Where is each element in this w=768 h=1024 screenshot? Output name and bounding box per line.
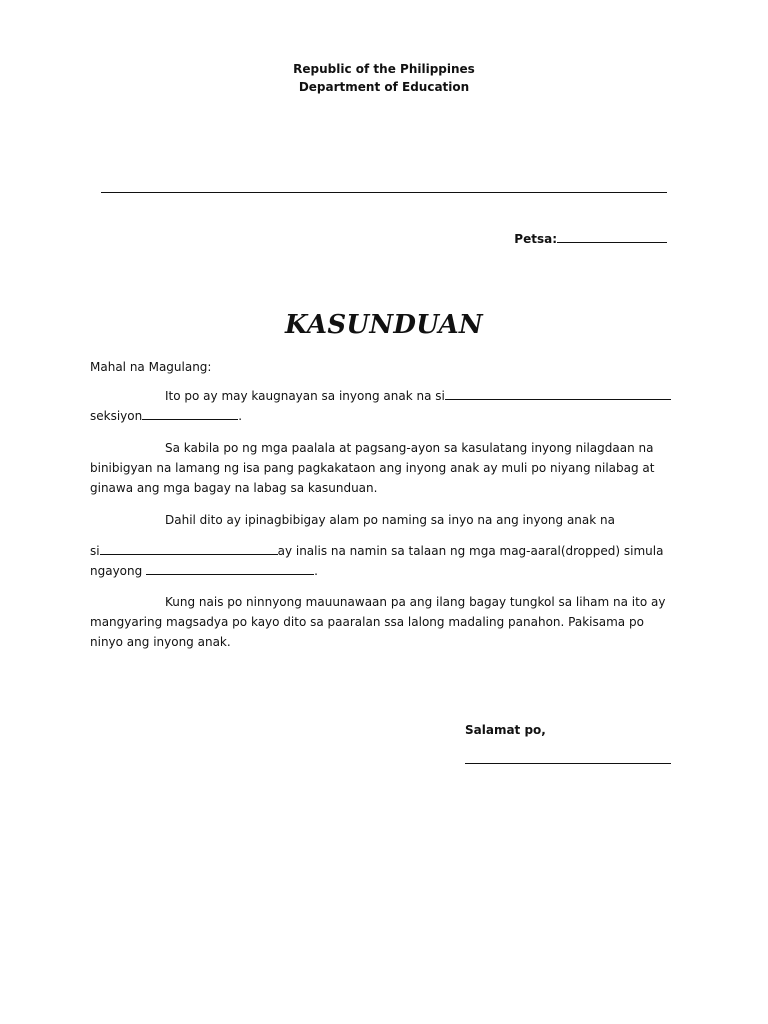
paragraph-1-period: . [238,409,243,423]
salutation: Mahal na Magulang: [90,360,212,374]
signature-field [465,752,671,767]
paragraph-3-period: . [314,564,318,578]
paragraph-2 [90,438,680,498]
paragraph-1-text: Ito po ay may kaugnayan sa inyong anak na si [165,389,445,403]
signature-blank-line [465,752,671,764]
paragraph-4 [90,592,680,652]
date-blank-line [557,231,667,243]
paragraph-3-middle: ay inalis na namin sa talaan ng mga mag-aaral(dropped) simula [277,544,664,558]
student-name-blank [445,388,671,400]
section-blank [142,408,238,420]
paragraph-3-prefix: si [90,544,100,558]
section-label: seksiyon [90,409,143,423]
paragraph-1 [90,386,680,426]
drop-date-blank [146,563,314,575]
dropped-student-blank [100,543,278,555]
header-department: Department of Education [298,80,470,94]
paragraph-3-ngayong: ngayong [90,564,143,578]
document-title: KASUNDUAN [285,310,483,340]
letterhead [0,60,768,96]
paragraph-4-text: Kung nais po ninnyong mauunawaan pa ang ilang bagay tungkol sa liham na ito ay mangyaring magsadya po kayo dito sa paaralan ssa lalong madaling panahon. Pakisama po ninyo ang inyong anak. [90,595,666,649]
paragraph-2-text: Sa kabila po ng mga paalala at pagsang-ayon sa kasulatang inyong nilagdaan na binibigyan na lamang ng isa pang pagkakataon ang inyong anak ay muli po niyang nilabag at ginawa ang mga bagay na labag sa kasunduan. [90,441,655,495]
date-field [514,231,667,246]
paragraph-3-body [90,541,680,581]
paragraph-3-intro [90,510,680,530]
header-republic: Republic of the Philippines [293,62,475,76]
paragraph-3-line1: Dahil dito ay ipinagbibigay alam po naming sa inyo na ang inyong anak na [165,513,615,527]
header-divider-line [101,192,667,193]
closing-text: Salamat po, [465,723,546,737]
date-label: Petsa: [514,232,557,246]
